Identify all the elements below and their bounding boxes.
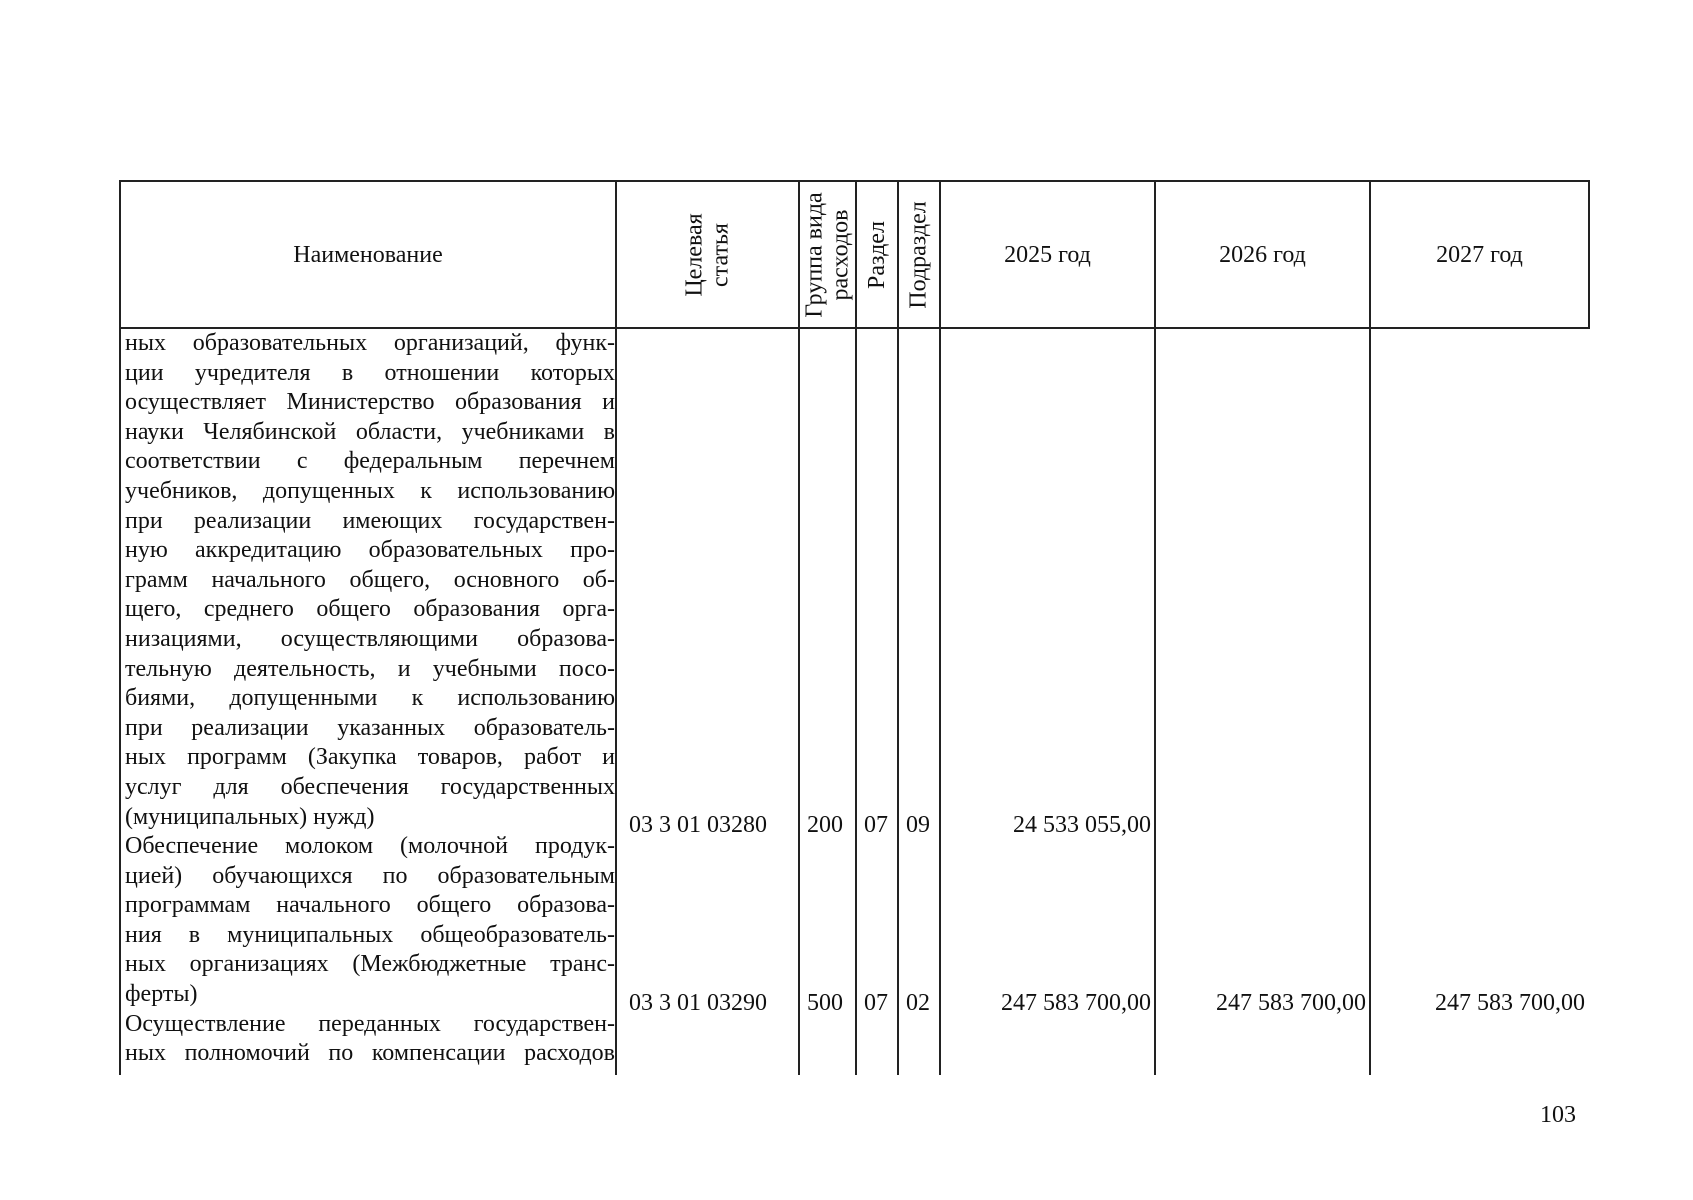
row1-name-line: щего, среднего общего образования орга- <box>125 596 615 623</box>
row1-name-line: биями, допущенными к использованию <box>125 685 615 712</box>
header-year-2026-label: 2026 год <box>1219 241 1306 268</box>
col-border <box>1588 180 1590 329</box>
row1-name-line: (муниципальных) нужд) <box>125 803 375 830</box>
header-subsection <box>899 182 939 327</box>
row3-name-line: ных полномочий по компенсации расходов <box>125 1040 615 1067</box>
row1-name-line: осуществляет Министерство образования и <box>125 389 615 416</box>
header-subsection-label: Подраздел <box>906 200 933 309</box>
row1-name-line: ции учредителя в отношении которых <box>125 359 615 386</box>
row2-year-2026: 247 583 700,00 <box>1216 990 1366 1016</box>
header-section <box>857 182 897 327</box>
row1-subsection: 09 <box>906 812 930 838</box>
budget-table <box>119 180 1590 1075</box>
row1-name-line: науки Челябинской области, учебниками в <box>125 418 615 445</box>
header-year-2025 <box>941 182 1154 327</box>
header-name-label: Наименование <box>293 241 443 268</box>
header-target-article-line2: статья <box>707 222 734 287</box>
name-column-text <box>125 329 615 1069</box>
row1-name-line: ных программ (Закупка товаров, работ и <box>125 744 615 771</box>
row2-name-line: ферты) <box>125 981 198 1008</box>
row1-name-line: грамм начального общего, основного об- <box>125 566 615 593</box>
header-year-2027-label: 2027 год <box>1436 241 1523 268</box>
row2-subsection: 02 <box>906 990 930 1016</box>
row1-name-line: низациями, осуществляющими образова- <box>125 625 615 652</box>
row1-target-article: 03 3 01 03280 <box>629 812 767 838</box>
row1-name-line: тельную деятельность, и учебными посо- <box>125 655 615 682</box>
header-target-article <box>617 182 798 327</box>
header-year-2027 <box>1371 182 1588 327</box>
row1-name-line: ных образовательных организаций, функ- <box>125 330 615 356</box>
header-year-2026 <box>1156 182 1369 327</box>
row2-name-line: программам начального общего образова- <box>125 892 615 919</box>
row2-target-article: 03 3 01 03290 <box>629 990 767 1016</box>
page-number: 103 <box>1540 1102 1576 1128</box>
header-expense-group-line2: расходов <box>827 209 854 300</box>
row1-name-line: соответствии с федеральным перечнем <box>125 448 615 475</box>
header-name <box>121 182 615 327</box>
header-expense-group <box>800 182 855 327</box>
row1-name-line: при реализации указанных образователь- <box>125 714 615 741</box>
header-year-2025-label: 2025 год <box>1004 241 1091 268</box>
row2-section: 07 <box>864 990 888 1016</box>
row1-year-2025: 24 533 055,00 <box>1013 812 1151 838</box>
row1-expense-group: 200 <box>807 812 843 838</box>
header-expense-group-line1: Группа вида <box>801 191 828 318</box>
row1-name-line: ную аккредитацию образовательных про- <box>125 537 615 564</box>
row2-year-2025: 247 583 700,00 <box>1001 990 1151 1016</box>
row1-name-line: услуг для обеспечения государственных <box>125 773 615 800</box>
row2-expense-group: 500 <box>807 990 843 1016</box>
row1-section: 07 <box>864 812 888 838</box>
row3-name-line: Осуществление переданных государствен- <box>125 1010 615 1037</box>
row1-name-line: учебников, допущенных к использованию <box>125 477 615 504</box>
header-target-article-line1: Целевая <box>681 212 708 297</box>
row2-name-line: Обеспечение молоком (молочной продук- <box>125 833 615 860</box>
header-section-label: Раздел <box>864 220 891 289</box>
row2-name-line: ния в муниципальных общеобразователь- <box>125 921 615 948</box>
row2-name-line: цией) обучающихся по образовательным <box>125 862 615 889</box>
row2-name-line: ных организациях (Межбюджетные транс- <box>125 951 615 978</box>
row2-year-2027: 247 583 700,00 <box>1435 990 1585 1016</box>
row1-name-line: при реализации имеющих государствен- <box>125 507 615 534</box>
